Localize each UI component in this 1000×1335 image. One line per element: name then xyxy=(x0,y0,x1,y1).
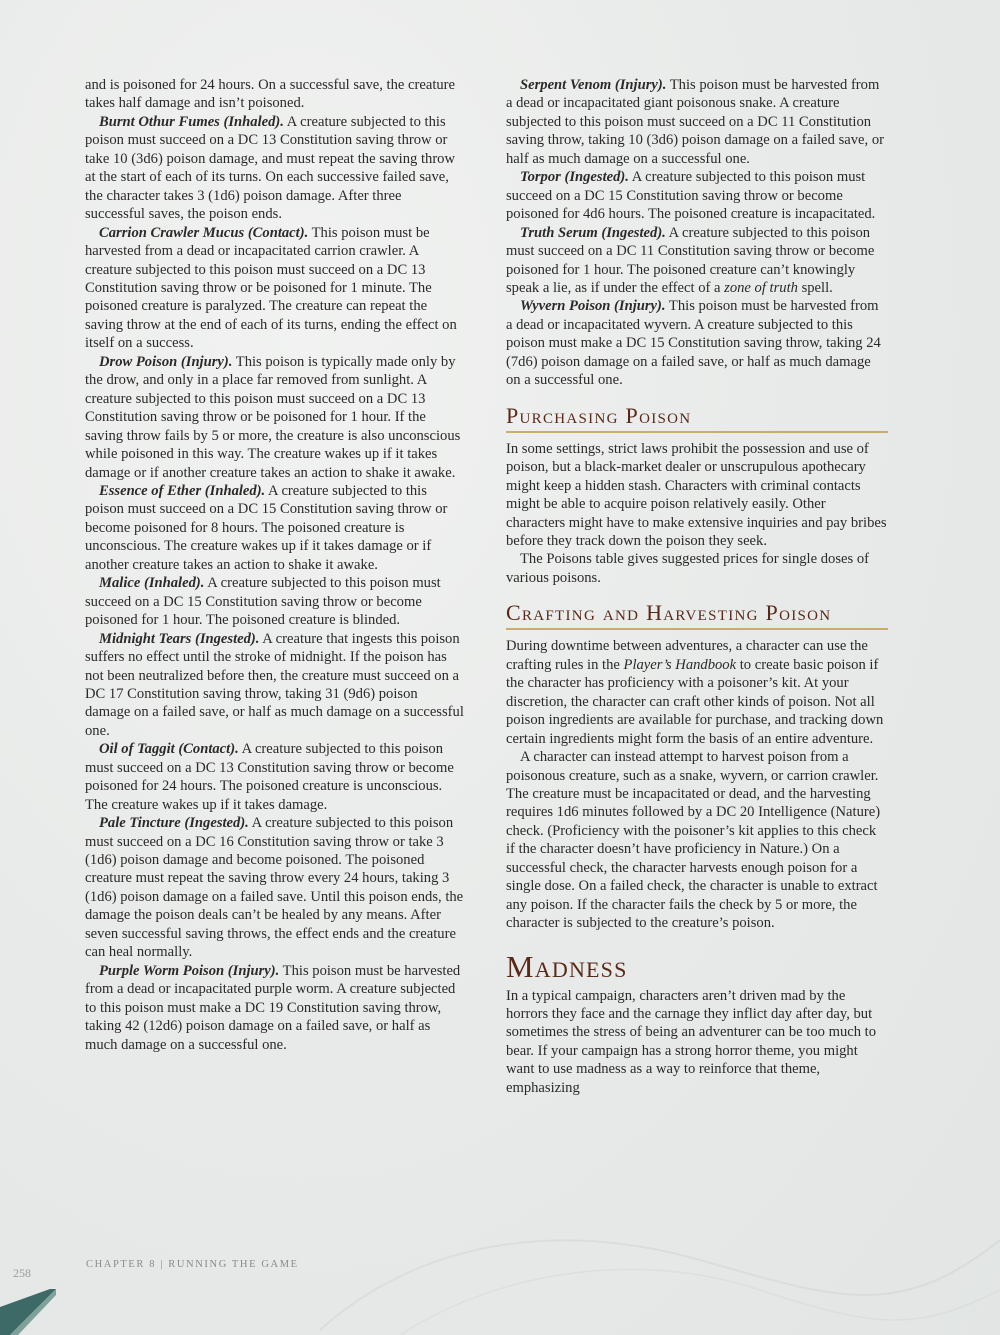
entry-text: This poison must be harvested from a dead or incapacitated giant poisonous snake. A creature subjected to this poison must succeed on a DC 11 Constitution saving throw, taking 10 (3d6) poison damage on a failed save, or half as much damage on a successful one. xyxy=(506,77,884,167)
chapter-footer: CHAPTER 8 | RUNNING THE GAME xyxy=(86,1259,299,1270)
crafting-paragraph-2: A character can instead attempt to harvest poison from a poisonous creature, such as a snake, wyvern, or carrion crawler. The creature must be incapacitated or dead, and the harvesting requires 1d6 minutes followed by a DC 20 Intelligence (Nature) check. (Proficiency with the poisoner’s kit applies to this check if the character doesn’t have proficiency in Nature.) On a successful check, the character harvests enough poison for a single dose. On a failed check, the character is unable to extract any poison. If the character fails the check by 5 or more, the character is subjected to the creature’s poison. xyxy=(506,749,881,932)
entry-name: Malice (Inhaled). xyxy=(99,575,205,592)
entry-text: A creature subjected to this poison must succeed on a DC 15 Constitution saving throw or become poisoned for 8 hours. The poisoned creature is unconscious. The creature wakes up if it takes damage or if another creature takes an action to shake it awake. xyxy=(85,482,448,573)
madness-paragraph-1: In a typical campaign, characters aren’t driven mad by the horrors they face and the carnage they inflict day after day, but sometimes the stress of being an adventurer can be too much to bear. If your campaign has a strong horror theme, you might want to use madness as a way to reinforce that theme, emphasizing xyxy=(506,987,877,1096)
purchasing-paragraph-2: The Poisons table gives suggested prices for single doses of various poisons. xyxy=(506,551,869,586)
entry-name: Torpor (Ingested). xyxy=(520,169,629,186)
poison-entry-purple-worm-poison xyxy=(85,962,465,1054)
entry-text: A creature subjected to this poison must succeed on a DC 16 Constitution saving throw or take 3 (1d6) poison damage and become poisoned. The poisoned creature must repeat the saving throw every 24 hours, taking 3 (1d6) poison damage on a failed save. Until this poison ends, the damage the poison deals can’t be healed by any means. After seven successful saving throws, the effect ends and the creature can heal normally. xyxy=(85,815,464,961)
poison-entry-midnight-tears xyxy=(85,630,465,741)
book-title: Player’s Handbook xyxy=(623,656,737,673)
spell-name: zone of truth xyxy=(724,279,798,296)
continuation-paragraph: and is poisoned for 24 hours. On a successful save, the creature takes half damage and isn’t poisoned. xyxy=(85,77,456,112)
entry-text: A creature subjected to this poison must succeed on a DC 11 Constitution saving throw or become poisoned for 1 hour. The poisoned creature can’t knowingly speak a lie, as if under the effect of a xyxy=(506,224,875,296)
left-column xyxy=(85,76,465,1054)
entry-name: Truth Serum (Ingested). xyxy=(520,224,666,241)
poison-entry-torpor xyxy=(506,168,888,223)
poison-entry-oil-of-taggit xyxy=(85,740,465,814)
heading-purchasing-poison: Purchasing Poison xyxy=(506,403,888,433)
entry-name: Pale Tincture (Ingested). xyxy=(99,815,249,832)
entry-text: spell. xyxy=(797,279,833,296)
purchasing-paragraph-1: In some settings, strict laws prohibit the possession and use of poison, but a black-market dealer or unscrupulous apothecary might keep a hidden stash. Characters with criminal contacts might be able to acquire poison relatively easily. Other characters might have to make extensive inquiries and pay bribes before they track down the poison they seek. xyxy=(506,440,887,549)
corner-ornament xyxy=(0,1289,56,1335)
right-column xyxy=(506,76,888,1097)
entry-name: Carrion Crawler Mucus (Contact). xyxy=(99,224,309,241)
poison-entry-essence-of-ether xyxy=(85,482,465,574)
entry-text: A creature that ingests this poison suffers no effect until the stroke of midnight. If the poison has not been neutralized before then, the creature must succeed on a DC 17 Constitution saving throw, taking 31 (9d6) poison damage on a failed save, or half as much damage on a successful one. xyxy=(85,630,464,739)
entry-text: This poison is typically made only by the drow, and only in a place far removed from sunlight. A creature subjected to this poison must succeed on a DC 13 Constitution saving throw or be poisoned for 1 hour. If the saving throw fails by 5 or more, the creature is also unconscious while poisoned in this way. The creature wakes up if it takes damage or if another creature takes an action to shake it awake. xyxy=(85,353,461,481)
poison-entry-burnt-othur-fumes xyxy=(85,113,465,224)
entry-text: This poison must be harvested from a dead or incapacitated purple worm. A creature subjected to this poison must make a DC 19 Constitution saving throw, taking 42 (12d6) poison damage on a failed save, or half as much damage on a successful one. xyxy=(85,962,461,1053)
entry-text: A creature subjected to this poison must succeed on a DC 15 Constitution saving throw or become poisoned for 4d6 hours. The poisoned creature is incapacitated. xyxy=(506,169,876,223)
entry-name: Drow Poison (Injury). xyxy=(99,353,233,370)
poison-entry-malice xyxy=(85,574,465,629)
entry-text: A creature subjected to this poison must succeed on a DC 13 Constitution saving throw or take 10 (3d6) poison damage, and must repeat the saving throw at the start of each of its turns. On each successive failed save, the character takes 3 (1d6) poison damage. After three successful saves, the poison ends. xyxy=(85,113,456,223)
entry-name: Essence of Ether (Inhaled). xyxy=(99,482,266,499)
entry-name: Wyvern Poison (Injury). xyxy=(520,298,666,315)
entry-name: Serpent Venom (Injury). xyxy=(520,77,667,93)
poison-entry-serpent-venom xyxy=(506,76,888,168)
poison-entry-drow-poison xyxy=(85,353,465,482)
crafting-text: to create basic poison if the character has proficiency with a poisoner’s kit. At your discretion, the character can craft other kinds of poison. Not all poison ingredients are available for purchase, and tracking down certain ingredients might form the basis of an entire adventure. xyxy=(506,656,884,747)
decorative-swirl-background xyxy=(0,1180,1000,1335)
entry-text: This poison must be harvested from a dead or incapacitated carrion crawler. A creature subjected to this poison must succeed on a DC 13 Constitution saving throw or be poisoned for 1 minute. The poisoned creature is paralyzed. The creature can repeat the saving throw at the end of each of its turns, ending the effect on itself on a success. xyxy=(85,224,457,352)
poison-entry-pale-tincture xyxy=(85,814,465,962)
crafting-text: During downtime between adventures, a character can use the crafting rules in the xyxy=(506,638,868,673)
entry-text: This poison must be harvested from a dead or incapacitated wyvern. A creature subjected to this poison must make a DC 15 Constitution saving throw, taking 24 (7d6) poison damage on a failed save, or half as much damage on a successful one. xyxy=(506,298,881,389)
poison-entry-carrion-crawler-mucus xyxy=(85,224,465,353)
entry-name: Midnight Tears (Ingested). xyxy=(99,630,260,647)
heading-madness: Madness xyxy=(506,948,628,984)
entry-text: A creature subjected to this poison must succeed on a DC 13 Constitution saving throw or become poisoned for 24 hours. The poisoned creature is unconscious. The creature wakes up if it takes damage. xyxy=(85,741,454,813)
poison-entry-truth-serum xyxy=(506,224,888,298)
heading-crafting-and-harvesting-poison: Crafting and Harvesting Poison xyxy=(506,600,888,630)
crafting-paragraph-1 xyxy=(506,637,888,748)
entry-name: Purple Worm Poison (Injury). xyxy=(99,962,280,979)
entry-name: Oil of Taggit (Contact). xyxy=(99,741,239,758)
entry-name: Burnt Othur Fumes (Inhaled). xyxy=(99,113,284,130)
entry-text: A creature subjected to this poison must succeed on a DC 15 Constitution saving throw or become poisoned for 1 hour. The poisoned creature is blinded. xyxy=(85,575,441,629)
poison-entry-wyvern-poison xyxy=(506,297,888,389)
page-number: 258 xyxy=(13,1266,31,1280)
